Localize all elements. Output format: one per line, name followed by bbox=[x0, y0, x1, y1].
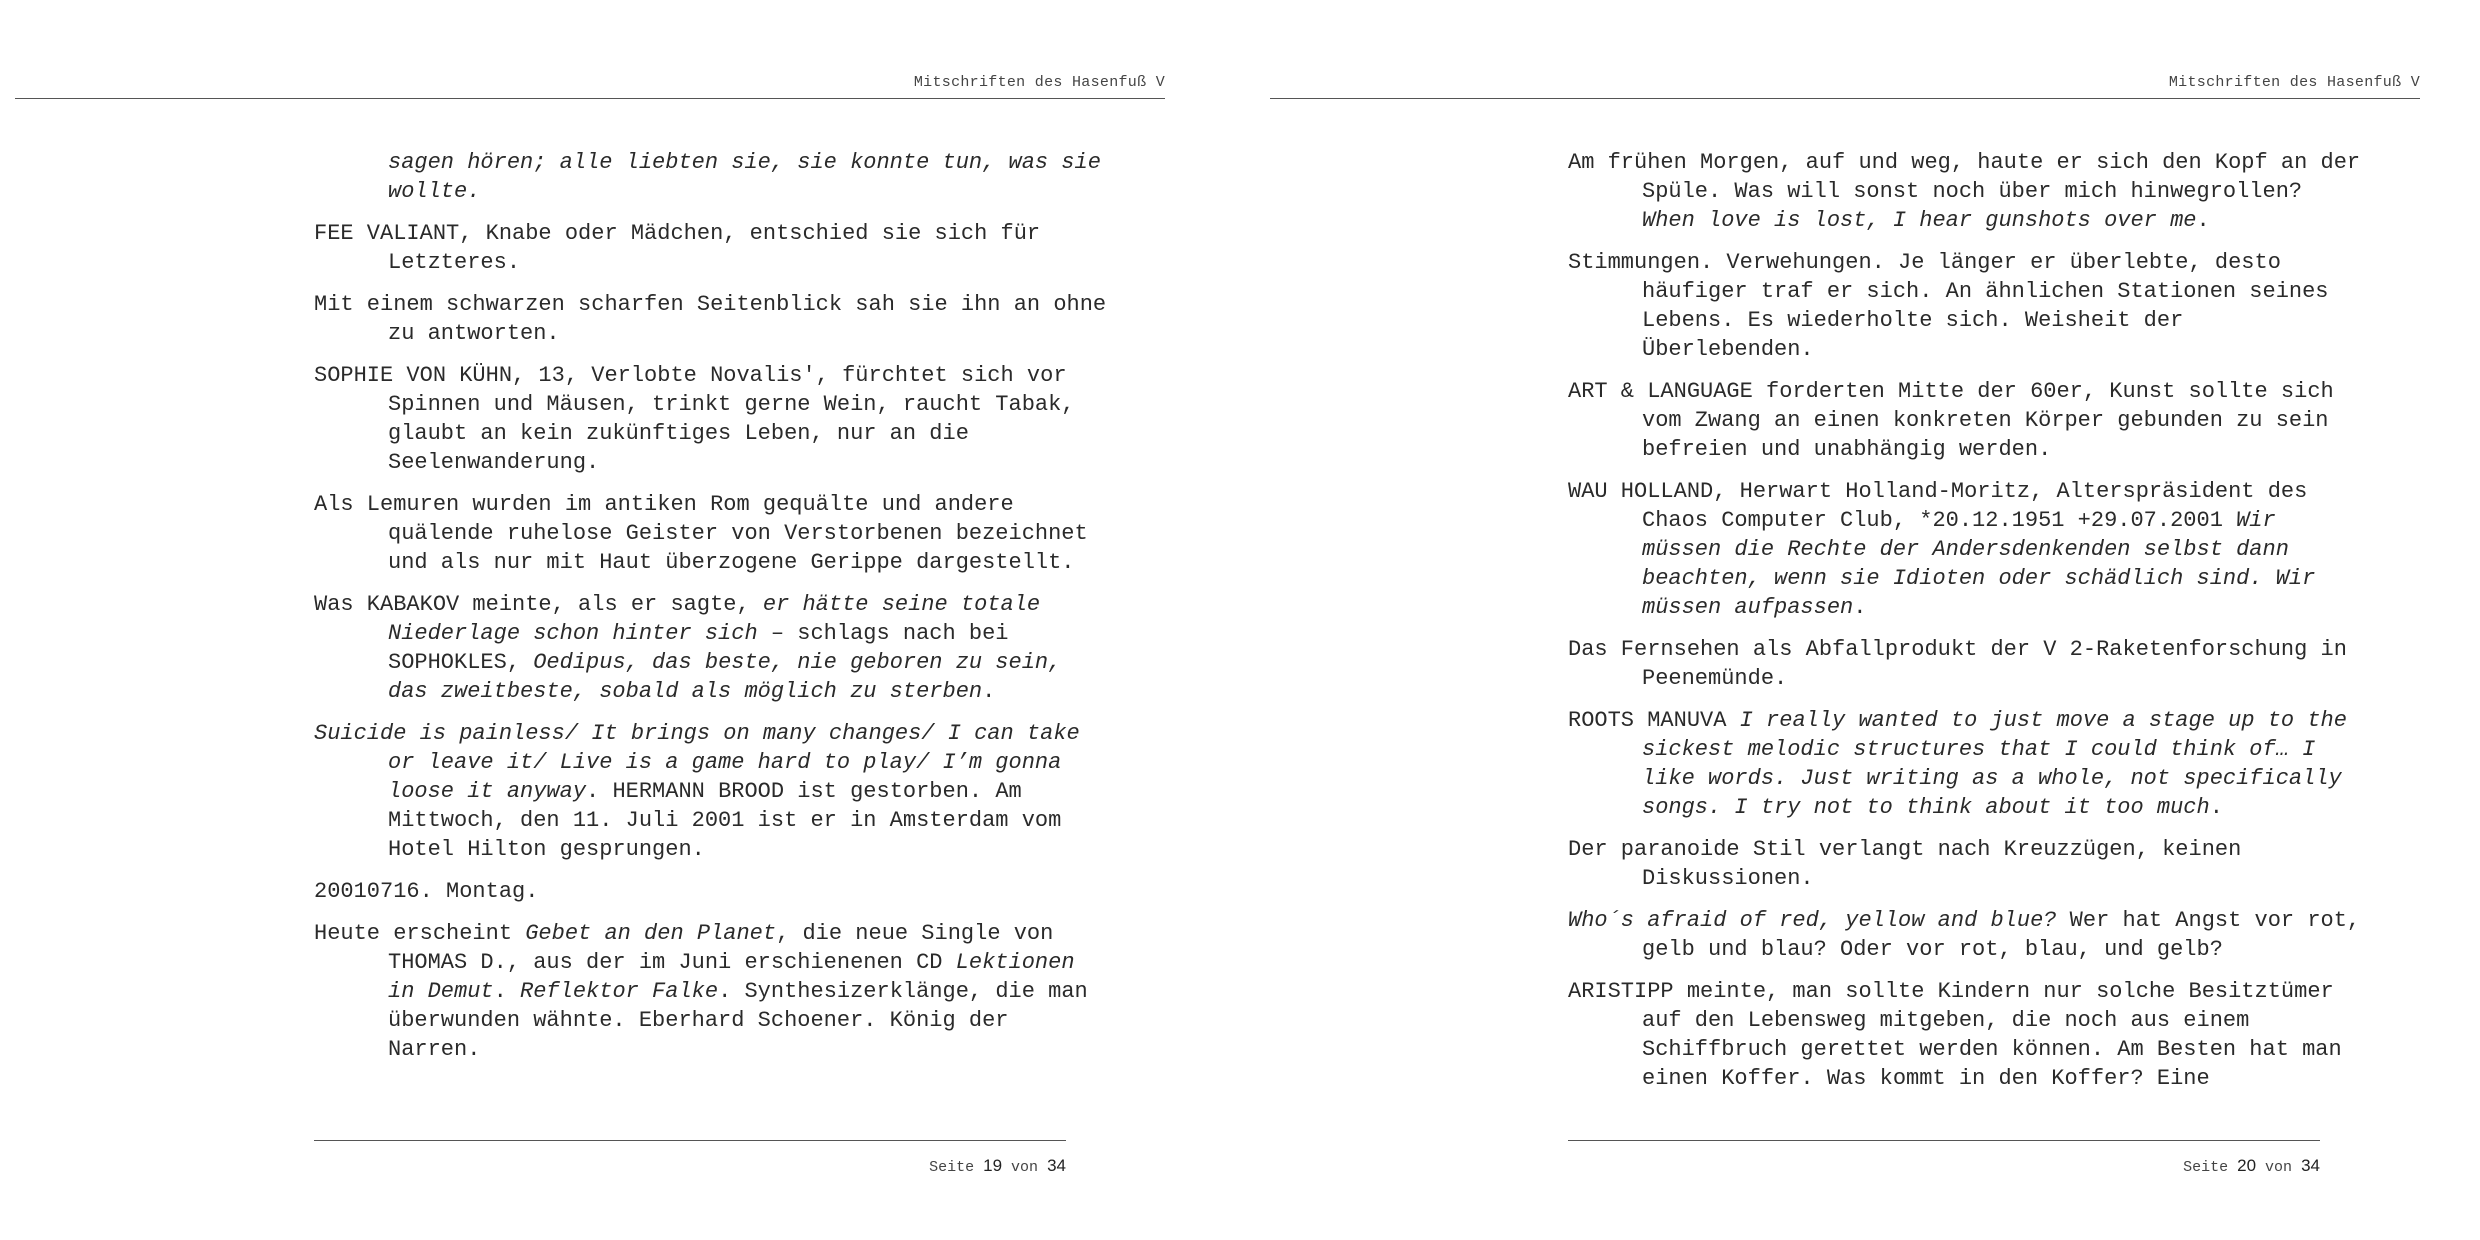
text-run: . bbox=[2196, 208, 2210, 233]
page-number bbox=[920, 1156, 1066, 1176]
total-pages: 34 bbox=[1047, 1156, 1066, 1175]
italic-text: Who´s afraid of red, yellow and blue? bbox=[1568, 908, 2057, 933]
header-rule bbox=[1270, 98, 2420, 99]
paragraph bbox=[314, 219, 1114, 277]
paragraph bbox=[314, 590, 1114, 706]
footer-rule bbox=[1568, 1140, 2320, 1141]
italic-text: Gebet an den Planet bbox=[525, 921, 777, 946]
paragraph bbox=[314, 877, 1114, 906]
italic-text: When love is lost, I hear gunshots over me bbox=[1642, 208, 2197, 233]
text-run: . HERMANN BROOD ist gestorben. Am Mittwoch, den 11. Juli 2001 ist er in Amsterdam vom Hotel Hilton gesprungen. bbox=[388, 779, 1062, 862]
text-run: , die neue Single von THOMAS D., aus der im Juni erschienenen CD bbox=[388, 921, 1054, 975]
italic-text: sagen hören; alle liebten sie, sie konnte tun, was sie wollte. bbox=[388, 150, 1101, 204]
text-run: ROOTS MANUVA bbox=[1568, 708, 1740, 733]
text-run: . bbox=[493, 979, 521, 1004]
italic-text: Wir müssen die Rechte der Andersdenkenden selbst dann beachten, wenn sie Idioten oder schädlich sind. Wir müssen aufpassen bbox=[1642, 508, 2316, 620]
paragraph bbox=[1568, 477, 2368, 622]
text-run: – schlags nach bei SOPHOKLES, bbox=[388, 621, 1009, 675]
italic-text: Reflektor Falke bbox=[520, 979, 719, 1004]
paragraph bbox=[1568, 377, 2368, 464]
paragraph bbox=[1568, 977, 2368, 1093]
italic-text: er hätte seine totale Niederlage schon hinter sich bbox=[388, 592, 1041, 646]
right-page bbox=[1240, 0, 2480, 1240]
paragraph bbox=[1568, 248, 2368, 364]
italic-text: Oedipus, das beste, nie geboren zu sein, das zweitbeste, sobald als möglich zu sterben bbox=[388, 650, 1062, 704]
text-run: Was KABAKOV meinte, als er sagte, bbox=[314, 592, 763, 617]
total-pages: 34 bbox=[2301, 1156, 2320, 1175]
text-run: Das Fernsehen als Abfallprodukt der V 2-Raketenforschung in Peenemünde. bbox=[1568, 637, 2347, 691]
italic-text: Lektionen in Demut bbox=[388, 950, 1075, 1004]
page-body bbox=[1568, 148, 2368, 1106]
paragraph bbox=[1568, 906, 2368, 964]
text-run: Der paranoide Stil verlangt nach Kreuzzügen, keinen Diskussionen. bbox=[1568, 837, 2242, 891]
paragraph bbox=[1568, 635, 2368, 693]
text-run: ART & LANGUAGE forderten Mitte der 60er, Kunst sollte sich vom Zwang an einen konkreten Körper gebunden zu sein befreien und unabhängig werden. bbox=[1568, 379, 2334, 462]
running-header bbox=[1270, 0, 2420, 100]
header-title: Mitschriften des Hasenfuß V bbox=[2168, 74, 2420, 91]
text-run: FEE VALIANT, Knabe oder Mädchen, entschied sie sich für Letzteres. bbox=[314, 221, 1041, 275]
text-run: Mit einem schwarzen scharfen Seitenblick sah sie ihn an ohne zu antworten. bbox=[314, 292, 1107, 346]
paragraph bbox=[314, 361, 1114, 477]
text-run: Heute erscheint bbox=[314, 921, 526, 946]
page-number bbox=[2174, 1156, 2320, 1176]
text-run: . bbox=[2209, 795, 2223, 820]
text-run: Stimmungen. Verwehungen. Je länger er überlebte, desto häufiger traf er sich. An ähnlichen Stationen seines Lebens. Es wiederholte sich. Weisheit der Überlebenden. bbox=[1568, 250, 2329, 362]
page-separator: von bbox=[2265, 1159, 2293, 1176]
current-page: 19 bbox=[983, 1156, 1003, 1175]
paragraph bbox=[314, 490, 1114, 577]
paragraph bbox=[1568, 148, 2368, 235]
page-body bbox=[314, 148, 1114, 1077]
paragraph bbox=[1568, 835, 2368, 893]
text-run: . bbox=[982, 679, 996, 704]
paragraph bbox=[314, 919, 1114, 1064]
current-page: 20 bbox=[2237, 1156, 2257, 1175]
paragraph bbox=[314, 290, 1114, 348]
page-label: Seite bbox=[2183, 1159, 2229, 1176]
page-label: Seite bbox=[929, 1159, 975, 1176]
text-run: Als Lemuren wurden im antiken Rom gequälte und andere quälende ruhelose Geister von Verstorbenen bezeichnet und als nur mit Haut überzogene Gerippe dargestellt. bbox=[314, 492, 1088, 575]
italic-text: Suicide is painless/ It brings on many changes/ I can take or leave it/ Live is a game hard to play/ I’m gonna loose it anyway bbox=[314, 721, 1080, 804]
page-separator: von bbox=[1011, 1159, 1039, 1176]
running-header bbox=[15, 0, 1165, 100]
paragraph bbox=[1568, 706, 2368, 822]
text-run: . Synthesizerklänge, die man überwunden wähnte. Eberhard Schoener. König der Narren. bbox=[388, 979, 1088, 1062]
text-run: 20010716. Montag. bbox=[314, 879, 539, 904]
text-run: SOPHIE VON KÜHN, 13, Verlobte Novalis', fürchtet sich vor Spinnen und Mäusen, trinkt gerne Wein, raucht Tabak, glaubt an kein zukünftiges Leben, nur an die Seelenwanderung. bbox=[314, 363, 1075, 475]
footer-rule bbox=[314, 1140, 1066, 1141]
text-run: Wer hat Angst vor rot, gelb und blau? Oder vor rot, blau, und gelb? bbox=[1642, 908, 2361, 962]
text-run: Am frühen Morgen, auf und weg, haute er sich den Kopf an der Spüle. Was will sonst noch über mich hinwegrollen? bbox=[1568, 150, 2361, 204]
text-run: . bbox=[1853, 595, 1867, 620]
paragraph bbox=[314, 719, 1114, 864]
italic-text: I really wanted to just move a stage up to the sickest melodic structures that I could think of… I like words. Just writing as a whole, not specifically songs. I try not to think about it too much bbox=[1642, 708, 2347, 820]
header-rule bbox=[15, 98, 1165, 99]
paragraph bbox=[314, 148, 1114, 206]
header-title: Mitschriften des Hasenfuß V bbox=[913, 74, 1165, 91]
text-run: ARISTIPP meinte, man sollte Kindern nur solche Besitztümer auf den Lebensweg mitgeben, die noch aus einem Schiffbruch gerettet werden können. Am Besten hat man einen Koffer. Was kommt in den Koffer? Eine bbox=[1568, 979, 2342, 1091]
text-run: WAU HOLLAND, Herwart Holland-Moritz, Alterspräsident des Chaos Computer Club, *20.12.1951 +29.07.2001 bbox=[1568, 479, 2308, 533]
